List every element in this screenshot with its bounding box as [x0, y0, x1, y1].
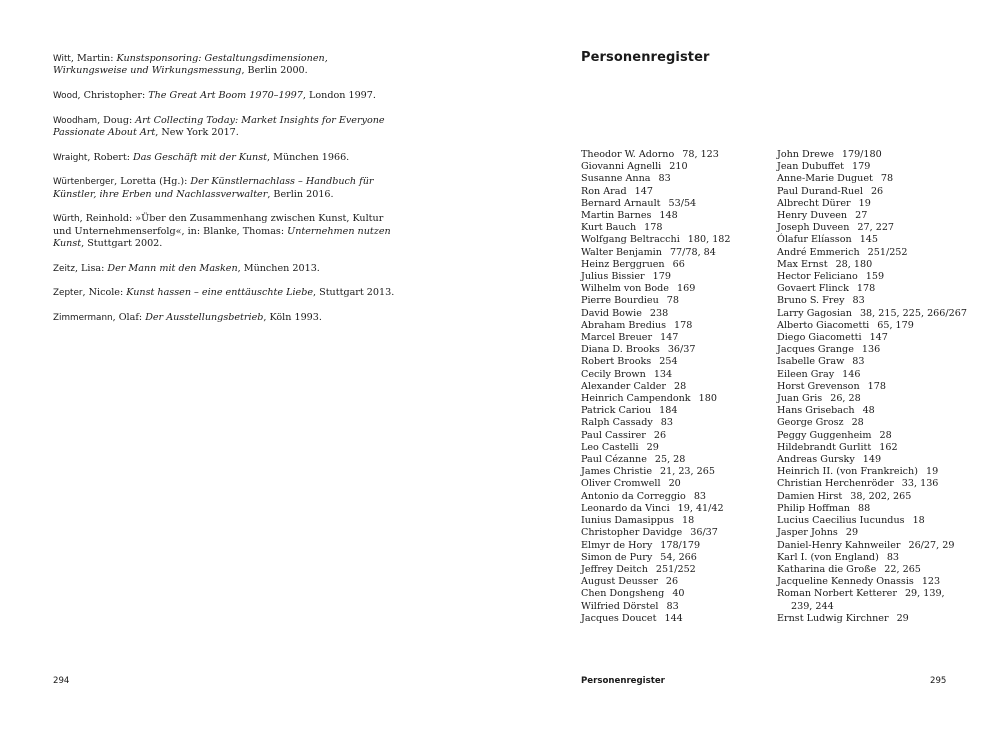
- page-title: Personenregister: [581, 50, 710, 65]
- index-name: Heinz Berggruen: [581, 258, 665, 270]
- index-entry: [581, 149, 771, 161]
- index-name: Theodor W. Adorno: [581, 149, 675, 160]
- page-number-right: 295: [930, 676, 947, 686]
- index-pages: 251/252: [655, 563, 696, 575]
- bib-tail: , London 1997.: [302, 90, 376, 101]
- index-pages: 28: [879, 429, 892, 441]
- index-entry: [777, 161, 987, 173]
- index-entry: [581, 576, 771, 588]
- bib-title: The Great Art Boom 1970–1997: [148, 90, 303, 101]
- index-entry: [581, 417, 771, 429]
- index-pages: 88: [857, 502, 871, 514]
- index-name: André Emmerich: [777, 246, 860, 258]
- index-name: Juan Gris: [777, 393, 823, 405]
- index-name: Elmyr de Hory: [581, 539, 653, 551]
- index-pages: 251/252: [867, 246, 908, 258]
- index-pages: 145: [859, 234, 878, 246]
- index-name: Horst Grevenson: [777, 380, 860, 392]
- index-pages: 144: [664, 612, 683, 624]
- bibliography-entry: [53, 312, 403, 324]
- index-pages: 178: [856, 283, 876, 295]
- index-entry: [581, 259, 771, 271]
- index-pages: 26: [665, 576, 679, 588]
- bib-text: , Christopher:: [77, 90, 149, 101]
- index-pages: 162: [879, 441, 898, 453]
- index-name: Katharina die Große: [777, 563, 877, 575]
- index-pages: 254: [659, 356, 678, 368]
- index-pages: 29, 139, 239, 244: [791, 588, 945, 612]
- index-name: Pierre Bourdieu: [581, 295, 659, 307]
- index-entry: [777, 613, 987, 625]
- index-entry: [777, 210, 987, 222]
- index-entry: [777, 149, 987, 161]
- index-name: Daniel-Henry Kahnweiler: [777, 539, 901, 551]
- index-entry: [581, 601, 771, 613]
- index-name: Paul Cassirer: [581, 429, 646, 441]
- index-pages: 27, 227: [857, 222, 895, 234]
- index-name: Giovanni Agnelli: [581, 161, 662, 173]
- index-entry: [777, 503, 987, 515]
- index-entry: [777, 430, 987, 442]
- index-entry: [777, 442, 987, 454]
- index-name: Iunius Damasippus: [581, 515, 674, 527]
- index-entry: [777, 393, 987, 405]
- bib-tail: , Köln 1993.: [263, 311, 322, 323]
- bib-tail: , New York 2017.: [155, 127, 239, 138]
- index-entry: [581, 527, 771, 539]
- index-name: Henry Duveen: [777, 210, 848, 222]
- index-entry: [581, 393, 771, 405]
- index-entry: [777, 454, 987, 466]
- index-pages: 36/37: [690, 527, 718, 539]
- right-page: [500, 0, 1000, 731]
- bib-author: Zepter: [53, 288, 83, 299]
- index-pages: 83: [666, 600, 679, 612]
- index-name: Roman Norbert Ketterer: [777, 588, 897, 600]
- index-name: Heinrich Campendonk: [581, 393, 691, 405]
- index-name: David Bowie: [581, 307, 642, 319]
- index-pages: 148: [659, 210, 678, 222]
- bib-tail: , München 1966.: [267, 151, 350, 163]
- index-name: Susanne Anna: [581, 173, 651, 185]
- index-entry: [581, 564, 771, 576]
- index-pages: 180: [698, 393, 717, 405]
- index-entry: [777, 491, 987, 503]
- index-entry: [581, 454, 771, 466]
- index-entry: [777, 198, 987, 210]
- index-entry: [581, 381, 771, 393]
- index-name: Jeffrey Deitch: [581, 563, 648, 575]
- index-name: Leo Castelli: [581, 441, 639, 453]
- index-name: Marcel Breuer: [581, 332, 653, 344]
- index-entry: [777, 247, 987, 259]
- index-pages: 53/54: [668, 197, 697, 209]
- index-pages: 178: [674, 319, 693, 331]
- bibliography-entry: [53, 287, 403, 299]
- index-entry: [581, 613, 771, 625]
- bib-title: Der Künstlernachlass – Handbuch für Künstler, ihre Erben und Nachlassverwalter: [53, 176, 374, 200]
- index-entry: [777, 356, 987, 368]
- index-pages: 22, 265: [884, 563, 921, 575]
- index-entry: [581, 308, 771, 320]
- index-name: Anne-Marie Duguet: [777, 173, 873, 185]
- index-pages: 40: [672, 588, 685, 600]
- index-entry: [581, 161, 771, 173]
- index-name: Ólafur Elíasson: [777, 234, 852, 246]
- index-entry: [581, 222, 771, 234]
- index-name: Martin Barnes: [581, 210, 652, 222]
- index-entry: [581, 271, 771, 283]
- index-entry: [581, 503, 771, 515]
- index-name: Bernard Arnault: [581, 197, 661, 209]
- index-pages: 146: [842, 368, 861, 380]
- index-name: Hector Feliciano: [777, 271, 858, 283]
- index-pages: 179/180: [841, 149, 882, 160]
- index-entry: [581, 552, 771, 564]
- index-pages: 83: [852, 356, 865, 368]
- index-entry: [581, 540, 771, 552]
- index-pages: 179: [652, 271, 671, 283]
- index-entry: [777, 588, 961, 612]
- index-entry: [581, 295, 771, 307]
- index-entry: [777, 564, 987, 576]
- index-pages: 184: [659, 405, 678, 417]
- index-pages: 179: [852, 161, 871, 173]
- index-name: Jean Dubuffet: [777, 161, 845, 173]
- index-pages: 180, 182: [687, 234, 731, 246]
- bib-text: , Nicole:: [82, 287, 127, 299]
- index-name: Andreas Gursky: [777, 454, 855, 466]
- index-pages: 136: [861, 344, 881, 356]
- index-name: Ernst Ludwig Kirchner: [777, 612, 889, 624]
- index-pages: 20: [668, 478, 681, 490]
- index-name: George Grosz: [777, 417, 844, 429]
- index-name: Wilfried Dörstel: [581, 600, 659, 612]
- index-name: Larry Gagosian: [777, 307, 852, 319]
- index-entry: [777, 466, 987, 478]
- index-name: Karl I. (von England): [777, 551, 879, 563]
- index-pages: 33, 136: [901, 478, 939, 490]
- bib-title: Art Collecting Today: Market Insights for Everyone Passionate About Art: [53, 114, 385, 138]
- index-entry: [777, 271, 987, 283]
- index-pages: 159: [865, 271, 885, 283]
- index-entry: [581, 234, 771, 246]
- index-name: James Christie: [581, 466, 653, 478]
- index-entry: [777, 332, 987, 344]
- index-entry: [777, 381, 987, 393]
- bib-author: Zimmermann: [53, 312, 113, 323]
- bib-text: , Lisa:: [74, 262, 108, 274]
- index-entry: [581, 588, 771, 600]
- index-name: Jacqueline Kennedy Onassis: [777, 576, 914, 588]
- index-pages: 18: [912, 515, 925, 527]
- index-pages: 54, 266: [660, 551, 697, 563]
- index-entry: [777, 417, 987, 429]
- bib-text: , Doug:: [97, 114, 136, 126]
- index-entry: [581, 173, 771, 185]
- index-pages: 134: [653, 368, 673, 380]
- index-name: Julius Bissier: [581, 271, 645, 283]
- bib-text: , Loretta (Hg.):: [114, 176, 191, 188]
- index-entry: [581, 515, 771, 527]
- index-pages: 38, 215, 225, 266/267: [859, 307, 967, 319]
- index-name: Alberto Giacometti: [777, 319, 870, 331]
- bib-author: Zeitz: [53, 263, 75, 274]
- index-entry: [581, 478, 771, 490]
- bibliography: [53, 53, 403, 336]
- index-entry: [777, 295, 987, 307]
- bibliography-entry: [53, 263, 403, 275]
- index-name: Ralph Cassady: [581, 417, 653, 429]
- index-name: Robert Brooks: [581, 356, 652, 368]
- index-entry: [581, 430, 771, 442]
- bib-title: Das Geschäft mit der Kunst: [133, 151, 268, 163]
- bib-author: Woodham: [53, 115, 98, 126]
- index-name: Lucius Caecilius Iucundus: [777, 515, 905, 527]
- bib-author: Witt: [53, 54, 71, 64]
- index-pages: 147: [660, 332, 679, 344]
- bib-author: Würtenberger: [53, 177, 115, 188]
- bib-author: Wraight: [53, 152, 88, 163]
- index-pages: 25, 28: [654, 454, 686, 466]
- index-name: Antonio da Correggio: [581, 490, 686, 502]
- index-pages: 83: [886, 551, 900, 563]
- index-name: Paul Durand-Ruel: [777, 185, 863, 197]
- index-pages: 18: [681, 515, 695, 527]
- index-entry: [581, 210, 771, 222]
- index-name: Ron Arad: [581, 185, 627, 197]
- index-pages: 29: [896, 612, 909, 624]
- index-entry: [581, 283, 771, 295]
- bib-author: Würth: [53, 214, 80, 225]
- index-entry: [581, 442, 771, 454]
- index-entry: [777, 308, 987, 320]
- index-pages: 26: [653, 429, 667, 441]
- index-name: Wilhelm von Bode: [581, 283, 669, 295]
- index-pages: 27: [855, 210, 868, 222]
- index-pages: 83: [660, 417, 674, 429]
- index-name: Max Ernst: [777, 258, 828, 270]
- index-pages: 26/27, 29: [908, 539, 955, 551]
- index-name: Abraham Bredius: [581, 319, 667, 331]
- bibliography-entry: [53, 90, 403, 102]
- index-name: Alexander Calder: [581, 380, 666, 392]
- index-pages: 78, 123: [682, 149, 719, 160]
- bib-tail: , München 2013.: [237, 262, 320, 274]
- index-entry: [777, 576, 987, 588]
- index-name: Peggy Guggenheim: [777, 429, 872, 441]
- index-name: Eileen Gray: [777, 368, 835, 380]
- index-name: Diego Giacometti: [777, 332, 862, 344]
- bib-tail: , Berlin 2016.: [267, 188, 334, 200]
- index-pages: 238: [649, 307, 669, 319]
- index-entry: [777, 527, 987, 539]
- index-pages: 78: [666, 295, 679, 307]
- bib-title: Unternehmen nutzen Kunst: [53, 225, 391, 249]
- index-pages: 149: [862, 454, 882, 466]
- bib-text: , Reinhold: »Über den Zusammenhang zwischen Kunst, Kultur und Unternehmenserfolg«, in: Blanke, Thomas:: [53, 213, 384, 237]
- page-number-left: 294: [53, 676, 70, 686]
- index-pages: 36/37: [667, 344, 696, 356]
- index-entry: [581, 198, 771, 210]
- index-column-2: [777, 149, 987, 625]
- index-pages: 123: [921, 576, 941, 588]
- index-pages: 178/179: [660, 539, 701, 551]
- index-entry: [581, 491, 771, 503]
- index-entry: [581, 332, 771, 344]
- index-name: Govaert Flinck: [777, 283, 849, 295]
- index-name: Diana D. Brooks: [581, 344, 660, 356]
- bibliography-entry: [53, 176, 403, 201]
- index-name: Joseph Duveen: [777, 222, 850, 234]
- index-entry: [777, 344, 987, 356]
- index-pages: 147: [634, 185, 653, 197]
- index-pages: 210: [669, 161, 688, 173]
- index-name: Leonardo da Vinci: [581, 502, 670, 514]
- index-column-1: [581, 149, 771, 625]
- index-entry: [581, 320, 771, 332]
- bib-text: , Olaf:: [112, 311, 146, 323]
- running-head: Personenregister: [581, 676, 665, 686]
- index-entry: [777, 515, 987, 527]
- index-name: Wolfgang Beltracchi: [581, 234, 680, 246]
- index-name: Paul Cézanne: [581, 454, 647, 466]
- bib-title: Der Mann mit den Masken: [107, 262, 238, 274]
- index-name: Bruno S. Frey: [777, 295, 845, 307]
- index-name: Jasper Johns: [777, 527, 838, 539]
- index-pages: 29: [845, 527, 859, 539]
- index-pages: 19: [858, 197, 871, 209]
- index-name: Christopher Davidge: [581, 527, 683, 539]
- bib-text: , Martin:: [70, 53, 117, 64]
- index-name: Heinrich II. (von Frankreich): [777, 466, 918, 478]
- index-name: Chen Dongsheng: [581, 588, 665, 600]
- index-entry: [777, 478, 987, 490]
- index-name: Damien Hirst: [777, 490, 843, 502]
- index-pages: 28: [673, 380, 687, 392]
- bib-title: Kunstsponsoring: Gestaltungsdimensionen, Wirkungsweise und Wirkungsmessung: [53, 53, 328, 77]
- index-entry: [777, 259, 987, 271]
- index-entry: [777, 320, 987, 332]
- index-name: Jacques Doucet: [581, 612, 657, 624]
- index-entry: [581, 344, 771, 356]
- index-name: John Drewe: [777, 149, 834, 160]
- index-pages: 178: [644, 222, 663, 234]
- index-pages: 26: [870, 185, 884, 197]
- index-entry: [581, 405, 771, 417]
- index-pages: 21, 23, 265: [660, 466, 715, 478]
- index-entry: [581, 356, 771, 368]
- bibliography-entry: [53, 115, 403, 140]
- index-name: Patrick Cariou: [581, 405, 652, 417]
- index-entry: [777, 186, 987, 198]
- index-pages: 48: [862, 405, 875, 417]
- index-name: Jacques Grange: [777, 344, 854, 356]
- index-pages: 83: [852, 295, 865, 307]
- bib-title: Der Ausstellungsbetrieb: [145, 311, 264, 323]
- bib-tail: , Stuttgart 2002.: [81, 238, 163, 249]
- index-name: Hildebrandt Gurlitt: [777, 441, 872, 453]
- index-name: August Deusser: [581, 576, 658, 588]
- index-pages: 26, 28: [830, 393, 861, 405]
- index-name: Isabelle Graw: [777, 356, 845, 368]
- index-pages: 28: [851, 417, 864, 429]
- index-name: Cecily Brown: [581, 368, 646, 380]
- index-pages: 83: [658, 173, 671, 185]
- bibliography-entry: [53, 53, 403, 78]
- index-name: Christian Herchenröder: [777, 478, 894, 490]
- bib-tail: , Stuttgart 2013.: [313, 287, 395, 299]
- index-entry: [777, 369, 987, 381]
- index-pages: 65, 179: [877, 319, 914, 331]
- index-entry: [581, 466, 771, 478]
- index-entry: [777, 405, 987, 417]
- index-pages: 66: [672, 258, 685, 270]
- index-pages: 29: [646, 441, 659, 453]
- index-pages: 169: [676, 283, 696, 295]
- index-pages: 19, 41/42: [677, 502, 724, 514]
- index-name: Walter Benjamin: [581, 246, 662, 258]
- index-pages: 19: [925, 466, 939, 478]
- index-entry: [777, 222, 987, 234]
- index-name: Hans Grisebach: [777, 405, 855, 417]
- index-entry: [777, 173, 987, 185]
- index-entry: [581, 186, 771, 198]
- index-entry: [777, 552, 987, 564]
- bibliography-entry: [53, 152, 403, 164]
- index-pages: 78: [880, 173, 894, 185]
- index-entry: [777, 234, 987, 246]
- bibliography-entry: [53, 213, 403, 250]
- index-name: Albrecht Dürer: [777, 197, 851, 209]
- bib-title: Kunst hassen – eine enttäuschte Liebe: [126, 287, 314, 299]
- index-name: Oliver Cromwell: [581, 478, 661, 490]
- index-name: Philip Hoffman: [777, 502, 850, 514]
- bib-tail: , Berlin 2000.: [241, 65, 308, 77]
- index-pages: 147: [869, 332, 888, 344]
- index-entry: [581, 247, 771, 259]
- index-name: Kurt Bauch: [581, 222, 637, 234]
- index-pages: 28, 180: [835, 258, 873, 270]
- index-pages: 77/78, 84: [669, 246, 716, 258]
- index-pages: 38, 202, 265: [850, 490, 912, 502]
- index-entry: [581, 369, 771, 381]
- index-pages: 178: [867, 380, 886, 392]
- index-pages: 83: [693, 490, 707, 502]
- bib-text: , Robert:: [87, 151, 134, 163]
- bib-author: Wood: [53, 91, 78, 101]
- index-entry: [777, 540, 987, 552]
- index-name: Simon de Pury: [581, 551, 653, 563]
- index-entry: [777, 283, 987, 295]
